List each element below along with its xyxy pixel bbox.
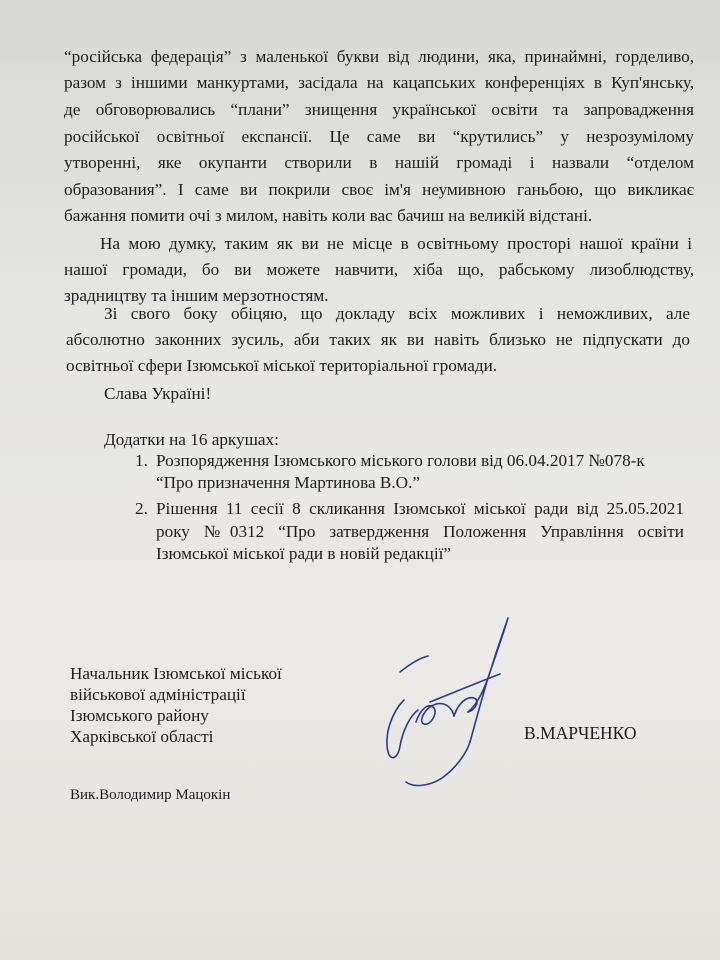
attachment-1-line2: “Про призначення Мартинова В.О.” xyxy=(156,473,421,492)
signatory-title-line3: Ізюмського району xyxy=(70,706,209,725)
signatory-title-line4: Харківської області xyxy=(70,727,214,746)
paragraph1-line4: російської освітньої експансії. Це саме ви “крутились” у незрозумілому xyxy=(64,127,694,146)
paragraph1-line2: разом з іншими манкуртами, засідала на кацапських конференціях в Куп'янську, xyxy=(64,73,694,92)
paragraph2-line3: зрадництву та іншим мерзотностям. xyxy=(64,286,329,305)
attachment-2-line2: року №0312 “Про затвердження Положення Управління освіти xyxy=(156,522,684,541)
signatory-title-line2: військової адміністрації xyxy=(70,685,246,704)
paragraph3-line1: Зі свого боку обіцяю, що докладу всіх можливих і неможливих, але xyxy=(104,304,690,323)
paragraph1-line1: “російська федерація” з маленької букви від людини, яка, принаймні, горделиво, xyxy=(64,47,694,66)
paragraph1-line7: бажання помити очі з милом, навіть коли вас бачиш на великій відстані. xyxy=(64,206,593,225)
signatory-title-line1: Начальник Ізюмської міської xyxy=(70,664,282,683)
attachment-2-line1: Рішення 11 сесії 8 скликання Ізюмської міської ради від 25.05.2021 xyxy=(156,499,684,518)
attachments-heading: Додатки на 16 аркушах: xyxy=(104,430,279,449)
attachment-1-line1: Розпорядження Ізюмського міського голови від 06.04.2017 №078-к xyxy=(156,451,645,470)
paragraph3-line2: абсолютно законних зусиль, аби таких як ви навіть близько не підпускати до xyxy=(66,330,690,349)
paragraph1-line3: де обговорювались “плани” знищення української освіти та запровадження xyxy=(64,100,694,119)
attachment-2-line3: Ізюмської міської ради в новій редакції” xyxy=(156,544,452,563)
paragraph1-line5: утворенні, яке окупанти створили в нашій громаді і назвали “отделом xyxy=(64,153,694,172)
paragraph3-line3: освітньої сфери Ізюмської міської територіальної громади. xyxy=(66,356,498,375)
attachment-1-number: 1. xyxy=(135,451,148,470)
paragraph2-line2: нашої громади, бо ви можете навчити, хіба що, рабському лизоблюдству, xyxy=(64,260,694,279)
paragraph2-line1: На мою думку, таким як ви не місце в освітньому просторі нашої країни і xyxy=(100,234,692,253)
paragraph1-line6: образования”. І саме ви покрили своє ім'я неумивною ганьбою, що викликає xyxy=(64,180,694,199)
attachment-2-number: 2. xyxy=(135,499,148,518)
executor: Вик.Володимир Мацокін xyxy=(70,787,231,803)
signatory-name: В.МАРЧЕНКО xyxy=(524,723,637,743)
closing: Слава Україні! xyxy=(104,384,212,403)
signature-icon xyxy=(370,612,520,792)
